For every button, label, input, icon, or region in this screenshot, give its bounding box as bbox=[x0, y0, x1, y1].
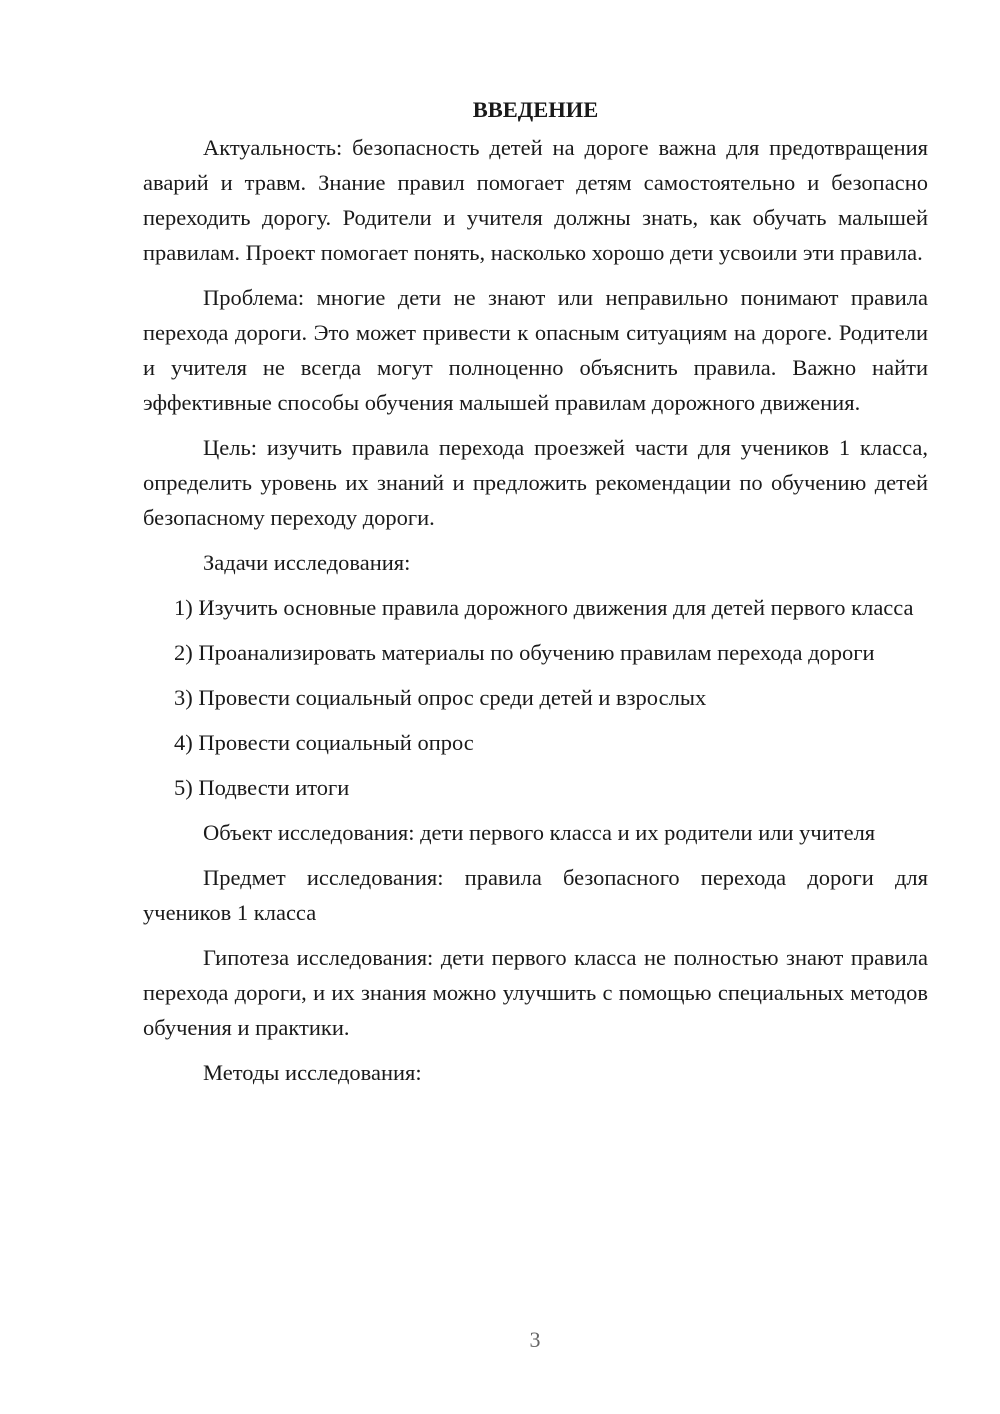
goal-paragraph: Цель: изучить правила перехода проезжей части для учеников 1 класса, определить уровень их знаний и предложить рекомендации по обучению детей безопасному переходу дороги. bbox=[143, 435, 928, 530]
task-item: 3) Провести социальный опрос среди детей и взрослых bbox=[174, 685, 707, 710]
problem-paragraph: Проблема: многие дети не знают или неправильно понимают правила перехода дороги. Это может привести к опасным ситуациям на дороге. Родители и учителя не всегда могут полноценно объяснить правила. Важно найти эффективные способы обучения малышей правилам дорожного движения. bbox=[143, 285, 928, 415]
tasks-heading: Задачи исследования: bbox=[203, 550, 411, 575]
task-item: 5) Подвести итоги bbox=[174, 775, 350, 800]
page-number: 3 bbox=[529, 1327, 541, 1352]
methods-heading: Методы исследования: bbox=[203, 1060, 422, 1085]
task-item: 4) Провести социальный опрос bbox=[174, 730, 474, 755]
object-paragraph: Объект исследования: дети первого класса и их родители или учителя bbox=[203, 820, 876, 845]
relevance-paragraph: Актуальность: безопасность детей на дороге важна для предотвращения аварий и травм. Знание правил помогает детям самостоятельно и безопасно переходить дорогу. Родители и учителя должны знать, как обучать малышей правилам. Проект помогает понять, насколько хорошо дети усвоили эти правила. bbox=[143, 135, 928, 265]
document-page bbox=[143, 92, 928, 1100]
task-item: 2) Проанализировать материалы по обучению правилам перехода дороги bbox=[174, 640, 875, 665]
task-item: 1) Изучить основные правила дорожного движения для детей первого класса bbox=[174, 595, 914, 620]
subject-paragraph: Предмет исследования: правила безопасного перехода дороги для учеников 1 класса bbox=[143, 865, 928, 925]
section-title: ВВЕДЕНИЕ bbox=[472, 97, 599, 122]
hypothesis-paragraph: Гипотеза исследования: дети первого класса не полностью знают правила перехода дороги, и их знания можно улучшить с помощью специальных методов обучения и практики. bbox=[143, 945, 928, 1040]
tasks-list bbox=[143, 590, 928, 805]
